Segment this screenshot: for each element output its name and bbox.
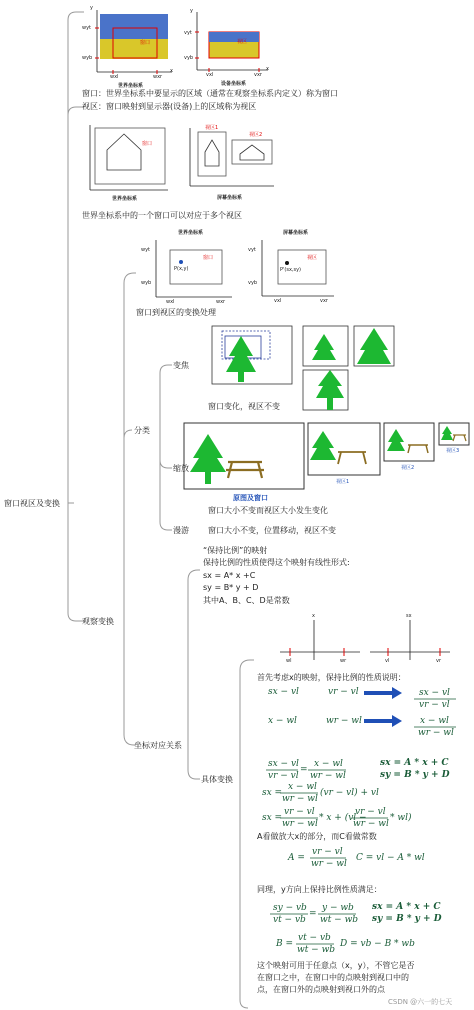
fig1-vxr: vxr (254, 72, 262, 78)
scale-vp2-label: 视区2 (401, 465, 415, 471)
def-window: 窗口：世界坐标系中要显示的区域（通常在观察坐标系内定义）称为窗口 (82, 89, 338, 98)
fig3-point-world: P(x,y) (174, 266, 189, 272)
fm-sx1-num: x − wl (288, 782, 317, 792)
fm-lin-y-2: sy = B * y + D (372, 914, 442, 924)
fig3-vxr: vxr (320, 298, 328, 304)
axis-sx-label: sx (406, 613, 412, 619)
fig2-viewport2-label: 视区2 (249, 132, 263, 138)
fig3-wxr: wxr (216, 299, 226, 305)
axis-wl-label: wl (286, 658, 292, 664)
fm-B-def: B = (276, 939, 294, 949)
fig3-wyt: wyt (141, 247, 151, 253)
transform-text: 窗口到视区的变换处理 (136, 308, 216, 317)
fig3-viewport-label: 视区 (307, 255, 318, 261)
fig3-window-label: 窗口 (203, 255, 214, 261)
fm-ratio-rhs-den: wr − wl (310, 771, 346, 781)
intro-line-5: 其中A、B、C、D是常数 (203, 596, 290, 605)
fm-vrvl: vr − vl (328, 687, 359, 697)
fm-xwl-num: x − wl (420, 716, 449, 726)
note-line-2: 在窗口之中，在窗口中的点映射到视口中的 (257, 973, 409, 982)
fig1-axis-x: x (170, 68, 173, 74)
fig1-device-axis-x: x (266, 66, 269, 72)
fig3-world-caption: 世界坐标系 (178, 230, 204, 236)
fm-wrwl: wr − wl (326, 716, 362, 726)
scale-vp1-label: 视区1 (336, 479, 350, 485)
intro-line-4: sy = B* y + D (203, 583, 259, 592)
roam-node: 漫游 (173, 526, 189, 535)
fm-sx1-prefix: sx = (262, 788, 283, 798)
fm-y-rhs-den: wt − wb (320, 915, 359, 925)
axis-vl-label: vl (385, 658, 390, 664)
fm-y-lhs-den: vt − vb (273, 915, 306, 925)
fm-ratio-lhs-den: vr − vl (268, 771, 299, 781)
a-is-text: A看做放大x的部分，而C看做常数 (257, 832, 377, 841)
fm-sx1-den: wr − wl (282, 794, 318, 804)
scale-vp3-label: 视区3 (446, 448, 460, 454)
note-line-1: 这个映射可用于任意点（x，y），不管它是否 (257, 961, 415, 970)
fm-sxvl: sx − vl (268, 687, 299, 697)
observe-node: 观察变换 (82, 617, 114, 626)
fm-sx1-tail: (vr − vl) + vl (320, 788, 379, 798)
fm-lin-x-2: sx = A * x + C (372, 902, 441, 912)
fig1-world-caption: 世界坐标系 (118, 83, 144, 89)
fig1-wyt: wyt (82, 25, 92, 31)
multi-viewport-text: 世界坐标系中的一个窗口可以对应于多个视区 (82, 211, 242, 220)
watermark: CSDN @六一的七天 (388, 998, 453, 1006)
fm-ratio-rhs-num: x − wl (314, 759, 343, 769)
fm-y-lhs-num: sy − vb (273, 903, 307, 913)
fig1-scene-field (100, 39, 168, 59)
fig1-window-label: 窗口 (140, 40, 151, 46)
fm-sx2-end: * wl) (390, 813, 412, 823)
fm-sxvl-num: sx − vl (419, 688, 450, 698)
fig1-viewport-label: 视区 (237, 39, 248, 45)
fig1-vyt: vyt (184, 30, 192, 36)
same-y-text: 同理，y方向上保持比例性质满足： (257, 885, 382, 894)
fm-sx2-den2: wr − wl (353, 819, 389, 829)
fm-sx2-mid: * x + (vl − (319, 813, 367, 823)
fig2-screen-caption: 屏幕坐标系 (217, 195, 243, 201)
axis-x-label: x (312, 613, 315, 619)
scale-node: 缩放 (173, 464, 189, 473)
fig3-screen-caption: 屏幕坐标系 (283, 230, 309, 236)
zoom-node: 变焦 (173, 361, 189, 370)
fm-sx2-num: vr − vl (284, 807, 315, 817)
intro-line-2: 保持比例的性质使得这个映射有线性形式: (203, 558, 350, 567)
consider-x-text: 首先考虑x的映射，保持比例的性质说明： (257, 673, 406, 682)
fig1-scene-sky (100, 14, 168, 39)
intro-line-1: “保持比例”的映射 (203, 546, 268, 555)
axis-wr-label: wr (340, 658, 347, 664)
fm-C-def: C = vl − A * wl (356, 853, 425, 863)
fig2-house (107, 134, 141, 170)
fig3-world-axes (156, 240, 232, 297)
intro-line-3: sx = A* x +C (203, 571, 256, 580)
fm-A-def: A = (288, 853, 305, 863)
fm-xwl: x − wl (268, 716, 297, 726)
axis-lines (280, 620, 450, 660)
fm-sx2-num2: vr − vl (355, 807, 386, 817)
fig1-wyb: wyb (82, 55, 93, 61)
root-node: 窗口视区及变换 (4, 499, 60, 508)
fig1-axis-y: y (90, 5, 93, 11)
classify-node: 分类 (134, 426, 150, 435)
fm-B-num: vt − vb (298, 933, 331, 943)
fm-D-def: D = vb − B * wb (340, 939, 415, 949)
fig3-wxl: wxl (166, 299, 175, 305)
fm-A-num: vr − vl (312, 847, 343, 857)
coord-node: 坐标对应关系 (134, 741, 182, 750)
fig1-vxl: vxl (206, 72, 214, 78)
scale-caption: 窗口大小不变而视区大小发生变化 (208, 506, 328, 515)
fig3-vxl: vxl (274, 298, 282, 304)
roam-caption: 窗口大小不变，位置移动，视区不变 (208, 526, 336, 535)
fig3-wyb: wyb (141, 280, 152, 286)
fig2-viewport1-label: 视区1 (205, 125, 219, 131)
fm-ratio-lhs-num: sx − vl (268, 759, 299, 769)
fm-lin-x: sx = A * x + C (380, 758, 449, 768)
fm-y-rhs-num: y − wb (322, 903, 354, 913)
fig1-vyb: vyb (184, 55, 194, 61)
fig1-wxl: wxl (110, 74, 119, 80)
axis-vr-label: vr (436, 658, 442, 664)
fig1-wxr: wxr (153, 74, 163, 80)
blue-arrows (364, 687, 402, 727)
fm-A-den: wr − wl (311, 859, 347, 869)
zoom-caption: 窗口变化，视区不变 (208, 402, 280, 411)
fig2-world-caption: 世界坐标系 (112, 196, 138, 202)
fm-lin-y: sy = B * y + D (380, 770, 450, 780)
fig1-device-caption: 设备坐标系 (221, 81, 247, 87)
fig3-point-screen: P'(sx,sy) (280, 267, 302, 273)
fig2-window-label: 窗口 (142, 141, 153, 147)
fm-vrvl-den: vr − vl (419, 700, 450, 710)
fm-sx2-prefix: sx = (262, 813, 283, 823)
fm-B-den: wt − wb (297, 945, 336, 955)
scale-orig-label: 原图及窗口 (233, 494, 268, 502)
fig3-vyt: vyt (248, 247, 256, 253)
def-viewport: 视区：窗口映射到显示器(设备)上的区域称为视区 (82, 102, 257, 111)
fig3-vyb: vyb (248, 280, 258, 286)
fm-sx2-den: wr − wl (282, 819, 318, 829)
fm-wrwl-den: wr − wl (418, 728, 454, 738)
fig1-device-sky (209, 32, 259, 42)
concrete-node: 具体变换 (201, 775, 233, 784)
note-line-3: 点，在窗口外的点映射到视口外的点 (257, 985, 385, 994)
fig1-device-axis-y: y (190, 8, 193, 14)
